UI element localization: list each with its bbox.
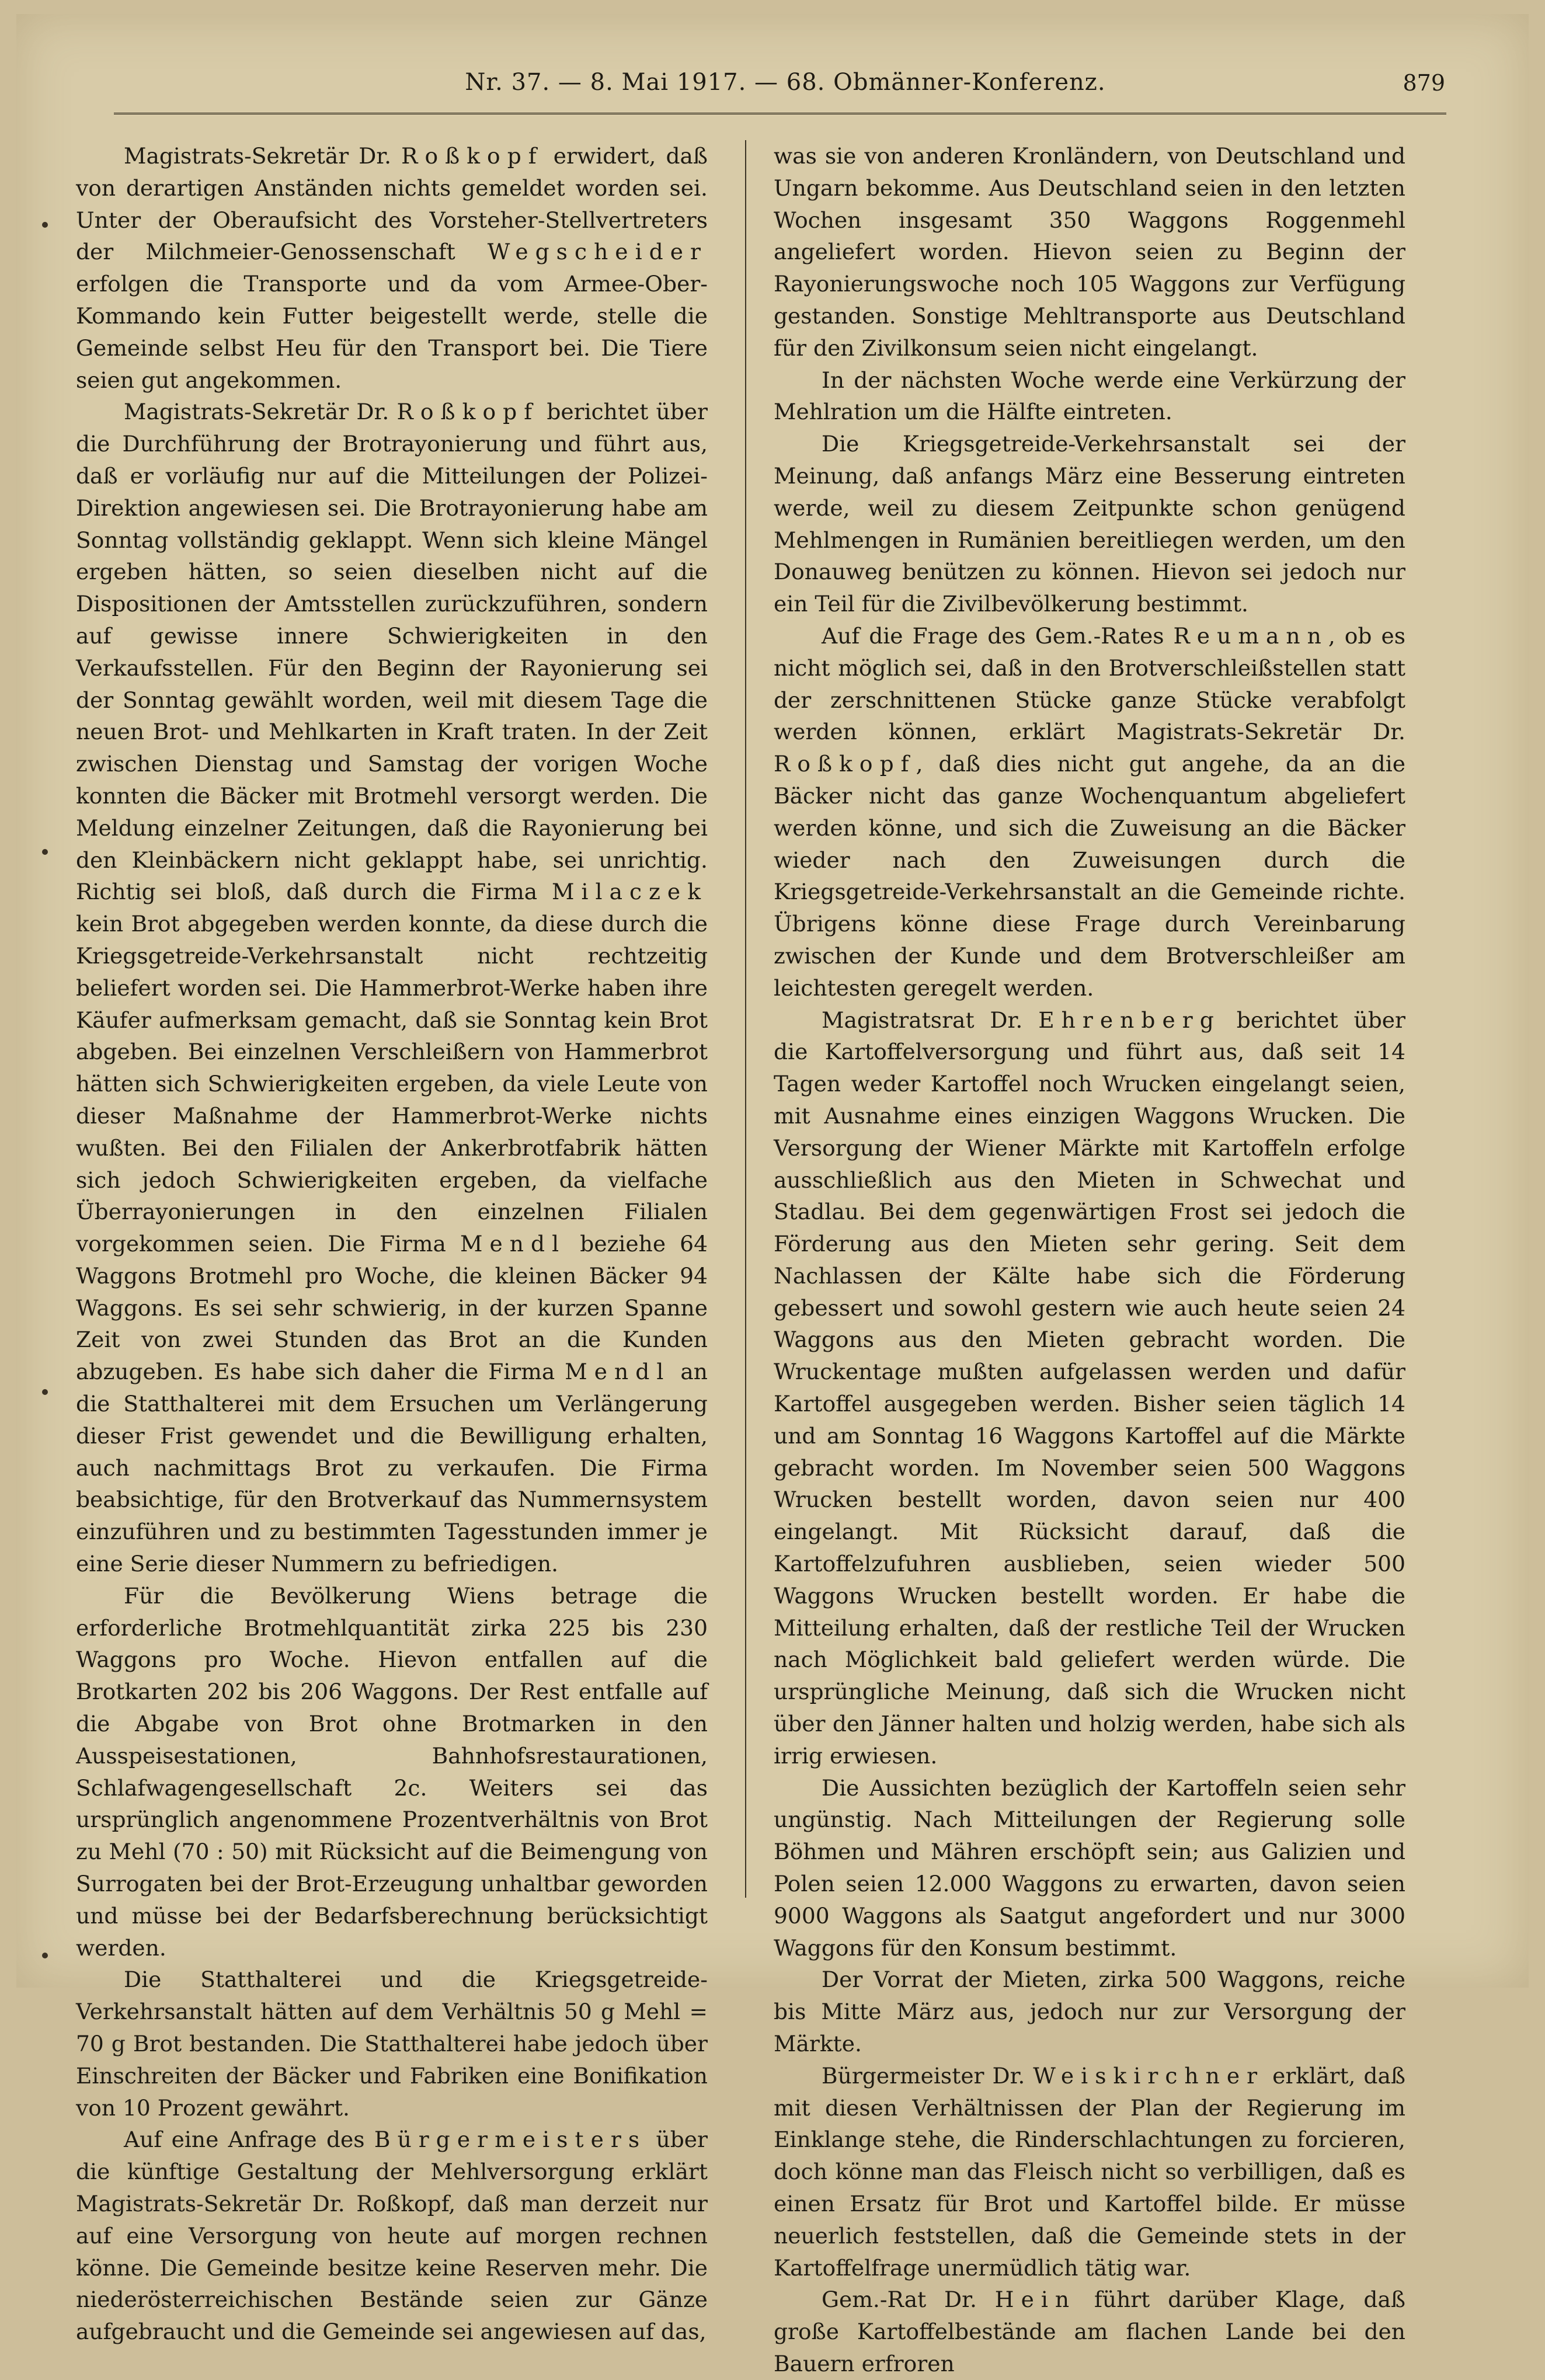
spaced-name: Reumann: [1173, 622, 1328, 649]
paragraph-text: was sie von anderen Kronländern, von Deutschland und Ungarn bekomme. Aus Deutschland seien in den letzten Wochen insgesamt 350 Waggons Roggenmehl angeliefert worden. Hievon seien zu Beginn der Rayonierungswoche noch 105 Waggons zur Verfügung gestanden. Sonstige Mehltransporte aus Deutschland für den Zivilkonsum seien nicht eingelangt.: [774, 143, 1405, 361]
paragraph: [774, 620, 1405, 1004]
paragraph: [76, 140, 708, 396]
paragraph-text: Magistrats-Sekretär Dr.: [124, 143, 402, 169]
spaced-name: Ehrenberg: [1038, 1007, 1221, 1033]
spaced-name: Roßkopf: [396, 399, 540, 425]
spaced-name: Roßkopf: [774, 751, 916, 777]
spaced-name: Roßkopf: [401, 143, 544, 169]
paragraph: [774, 1964, 1405, 2059]
punch-hole: [42, 849, 48, 855]
spaced-name: Mendl: [460, 1231, 566, 1257]
paragraph-text: Magistrats-Sekretär Dr.: [124, 399, 397, 425]
paragraph-text: Der Vorrat der Mieten, zirka 500 Waggons, reiche bis Mitte März aus, jedoch nur zur Versorgung der Märkte.: [774, 1967, 1405, 2057]
paragraph-text: Gem.-Rat Dr.: [822, 2287, 995, 2313]
paragraph-text: Auf die Frage des Gem.-Rates: [822, 622, 1174, 649]
paragraph: [76, 2124, 708, 2348]
spaced-name: Mendl: [565, 1359, 671, 1385]
paragraph-text: , ob es nicht möglich sei, daß in den Brotverschleißstellen statt der zerschnittenen Stücke ganze Stücke verabfolgt werden können, erklärt Magistrats-Sekretär Dr.: [774, 622, 1405, 745]
paragraph-text: Magistratsrat Dr.: [822, 1007, 1039, 1033]
paragraph-text: Die Kriegsgetreide-Verkehrsanstalt sei der Meinung, daß anfangs März eine Besserung eintreten werde, weil zu diesem Zeitpunkte schon genügend Mehlmengen in Rumänien bereitliegen werden, um den Donauweg benützen zu können. Hievon sei jedoch nur ein Teil für die Zivilbevölkerung bestimmt.: [774, 431, 1405, 617]
paragraph-text: erwidert, daß von derartigen Anständen nichts gemeldet worden sei. Unter der Oberaufsicht des Vorsteher-Stellvertreters der Milchmeier-Genossenschaft: [76, 143, 708, 265]
right-text-column: [774, 140, 1405, 2376]
paragraph-text: In der nächsten Woche werde eine Verkürzung der Mehlration um die Hälfte eintreten.: [774, 367, 1405, 425]
paragraph-text: Die Statthalterei und die Kriegsgetreide-Verkehrsanstalt hätten auf dem Verhältnis 50 g Mehl = 70 g Brot bestanden. Die Statthalterei habe jedoch über Einschreiten der Bäcker und Fabriken eine Bonifikation von 10 Prozent gewährt.: [76, 1967, 708, 2121]
paragraph: [76, 1580, 708, 1964]
paragraph: [774, 2060, 1405, 2284]
paragraph-text: Bürgermeister Dr.: [822, 2062, 1034, 2089]
header-title: Nr. 37. — 8. Mai 1917. — 68. Obmänner-Konferenz.: [465, 69, 1106, 96]
paragraph-text: beziehe 64 Waggons Brotmehl pro Woche, die kleinen Bäcker 94 Waggons. Es sei sehr schwierig, in der kurzen Spanne Zeit von zwei Stunden das Brot an die Kunden abzugeben. Es habe sich daher die Firma: [76, 1231, 708, 1385]
spaced-name: Bürgermeisters: [374, 2127, 647, 2153]
page-header: [114, 69, 1457, 110]
spaced-name: Milaczek: [551, 879, 708, 905]
punch-hole: [42, 1953, 48, 1958]
paragraph-text: berichtet über die Kartoffelversorgung und führt aus, daß seit 14 Tagen weder Kartoffel noch Wrucken eingelangt seien, mit Ausnahme eines einzigen Waggons Wrucken. Die Versorgung der Wiener Märkte mit Kartoffeln erfolge ausschließlich aus den Mieten in Schwechat und Stadlau. Bei dem gegenwärtigen Frost sei jedoch die Förderung aus den Mieten sehr gering. Seit dem Nachlassen der Kälte habe sich die Förderung gebessert und sowohl gestern wie auch heute seien 24 Waggons aus den Mieten gebracht worden. Die Wruckentage mußten aufgelassen werden und dafür Kartoffel ausgegeben werden. Bisher seien täglich 14 und am Sonntag 16 Waggons Kartoffel auf die Märkte gebracht worden. Im November seien 500 Waggons Wrucken bestellt worden, davon seien nur 400 eingelangt. Mit Rücksicht darauf, daß die Kartoffelzufuhren ausblieben, seien wieder 500 Waggons Wrucken bestellt worden. Er habe die Mitteilung erhalten, daß der restliche Teil der Wrucken nach Möglichkeit bald geliefert werden würde. Die ursprüngliche Meinung, daß sich die Wrucken nicht über den Jänner halten und holzig werden, habe sich als irrig erwiesen.: [774, 1007, 1405, 1769]
header-rule: [114, 113, 1446, 118]
paragraph-text: Für die Bevölkerung Wiens betrage die erforderliche Brotmehlquantität zirka 225 bis 230 Waggons pro Woche. Hievon entfallen auf die Brotkarten 202 bis 206 Waggons. Der Rest entfalle auf die Abgabe von Brot ohne Brotmarken in den Ausspeisestationen, Bahnhofsrestaurationen, Schlafwagengesellschaft 2c. Weiters sei das ursprünglich angenommene Prozentverhältnis von Brot zu Mehl (70 : 50) mit Rücksicht auf die Beimengung von Surrogaten bei der Brot-Erzeugung unhaltbar geworden und müsse bei der Bedarfsberechnung berücksichtigt werden.: [76, 1582, 708, 1961]
paragraph: [76, 1964, 708, 2124]
paragraph-text: Die Aussichten bezüglich der Kartoffeln seien sehr ungünstig. Nach Mitteilungen der Regierung solle Böhmen und Mähren erschöpft sein; aus Galizien und Polen seien 12.000 Waggons zu erwarten, davon seien 9000 Waggons als Saatgut angefordert und nur 3000 Waggons für den Konsum bestimmt.: [774, 1774, 1405, 1961]
column-divider: [745, 140, 746, 1898]
spaced-name: Weiskirchner: [1033, 2062, 1265, 2089]
paragraph-text: kein Brot abgegeben werden konnte, da diese durch die Kriegsgetreide-Verkehrsanstalt nicht rechtzeitig beliefert worden sei. Die Hammerbrot-Werke haben ihre Käufer aufmerksam gemacht, daß sie Sonntag kein Brot abgeben. Bei einzelnen Verschleißern von Hammerbrot hätten sich Schwierigkeiten ergeben, da viele Leute von dieser Maßnahme der Hammerbrot-Werke nichts wußten. Bei den Filialen der Ankerbrotfabrik hätten sich jedoch Schwierigkeiten ergeben, da vielfache Überrayonierungen in den einzelnen Filialen vorgekommen seien. Die Firma: [76, 911, 708, 1257]
punch-hole: [42, 1389, 48, 1395]
paragraph-text: Auf eine Anfrage des: [124, 2127, 374, 2153]
paragraph-text: berichtet über die Durchführung der Brotrayonierung und führt aus, daß er vorläufig nur auf die Mitteilungen der Polizei-Direktion angewiesen sei. Die Brotrayonierung habe am Sonntag vollständig geklappt. Wenn sich kleine Mängel ergeben hätten, so seien dieselben nicht auf die Dispositionen der Amtsstellen zurückzuführen, sondern auf gewisse innere Schwierigkeiten in den Verkaufsstellen. Für den Beginn der Rayonierung sei der Sonntag gewählt worden, weil mit diesem Tage die neuen Brot- und Mehlkarten in Kraft traten. In der Zeit zwischen Dienstag und Samstag der vorigen Woche konnten die Bäcker mit Brotmehl versorgt werden. Die Meldung einzelner Zeitungen, daß die Rayonierung bei den Kleinbäckern nicht geklappt habe, sei unrichtig. Richtig sei bloß, daß durch die Firma: [76, 399, 708, 905]
paragraph: [774, 1004, 1405, 1772]
paragraph-text: über die künftige Gestaltung der Mehlversorgung erklärt Magistrats-Sekretär Dr. Roßkopf, daß man derzeit nur auf eine Versorgung von heute auf morgen rechnen könne. Die Gemeinde besitze keine Reserven mehr. Die niederösterreichischen Bestände seien zur Gänze aufgebraucht und die Gemeinde sei angewiesen auf das,: [76, 2127, 708, 2345]
paragraph: [774, 1772, 1405, 1964]
paragraph: [76, 396, 708, 1579]
page-number: 879: [1403, 70, 1445, 96]
paragraph: [774, 364, 1405, 429]
paragraph: [774, 2284, 1405, 2379]
spaced-name: Hein: [994, 2287, 1077, 2313]
paragraph: [774, 140, 1405, 364]
paragraph-text: erfolgen die Transporte und da vom Armee-Ober-Kommando kein Futter beigestellt werde, stelle die Gemeinde selbst Heu für den Transport bei. Die Tiere seien gut angekommen.: [76, 271, 708, 393]
punch-hole: [42, 222, 48, 228]
paragraph: [774, 428, 1405, 620]
left-text-column: [76, 140, 708, 2345]
paragraph-text: , daß dies nicht gut angehe, da an die Bäcker nicht das ganze Wochenquantum abgeliefert werden könne, und sich die Zuweisung an die Bäcker wieder nach den Zuweisungen durch die Kriegsgetreide-Verkehrsanstalt an die Gemeinde richte. Übrigens könne diese Frage durch Vereinbarung zwischen der Kunde und dem Brotverschleißer am leichtesten geregelt werden.: [774, 751, 1405, 1001]
paragraph-text: erklärt, daß mit diesen Verhältnissen der Plan der Regierung im Einklange stehe, die Rinderschlachtungen zu forcieren, doch könne man das Fleisch nicht so verbilligen, daß es einen Ersatz für Brot und Kartoffel bilde. Er müsse neuerlich feststellen, daß die Gemeinde stets in der Kartoffelfrage unermüdlich tätig war.: [774, 2062, 1405, 2281]
paragraph-text: an die Statthalterei mit dem Ersuchen um Verlängerung dieser Frist gewendet und die Bewilligung erhalten, auch nachmittags Brot zu verkaufen. Die Firma beabsichtige, für den Brotverkauf das Nummernsystem einzuführen und zu bestimmten Tagesstunden immer je eine Serie dieser Nummern zu befriedigen.: [76, 1359, 708, 1577]
paragraph-text: führt darüber Klage, daß große Kartoffelbestände am flachen Lande bei den Bauern erfroren: [774, 2287, 1405, 2376]
spaced-name: Wegscheider: [487, 239, 708, 265]
